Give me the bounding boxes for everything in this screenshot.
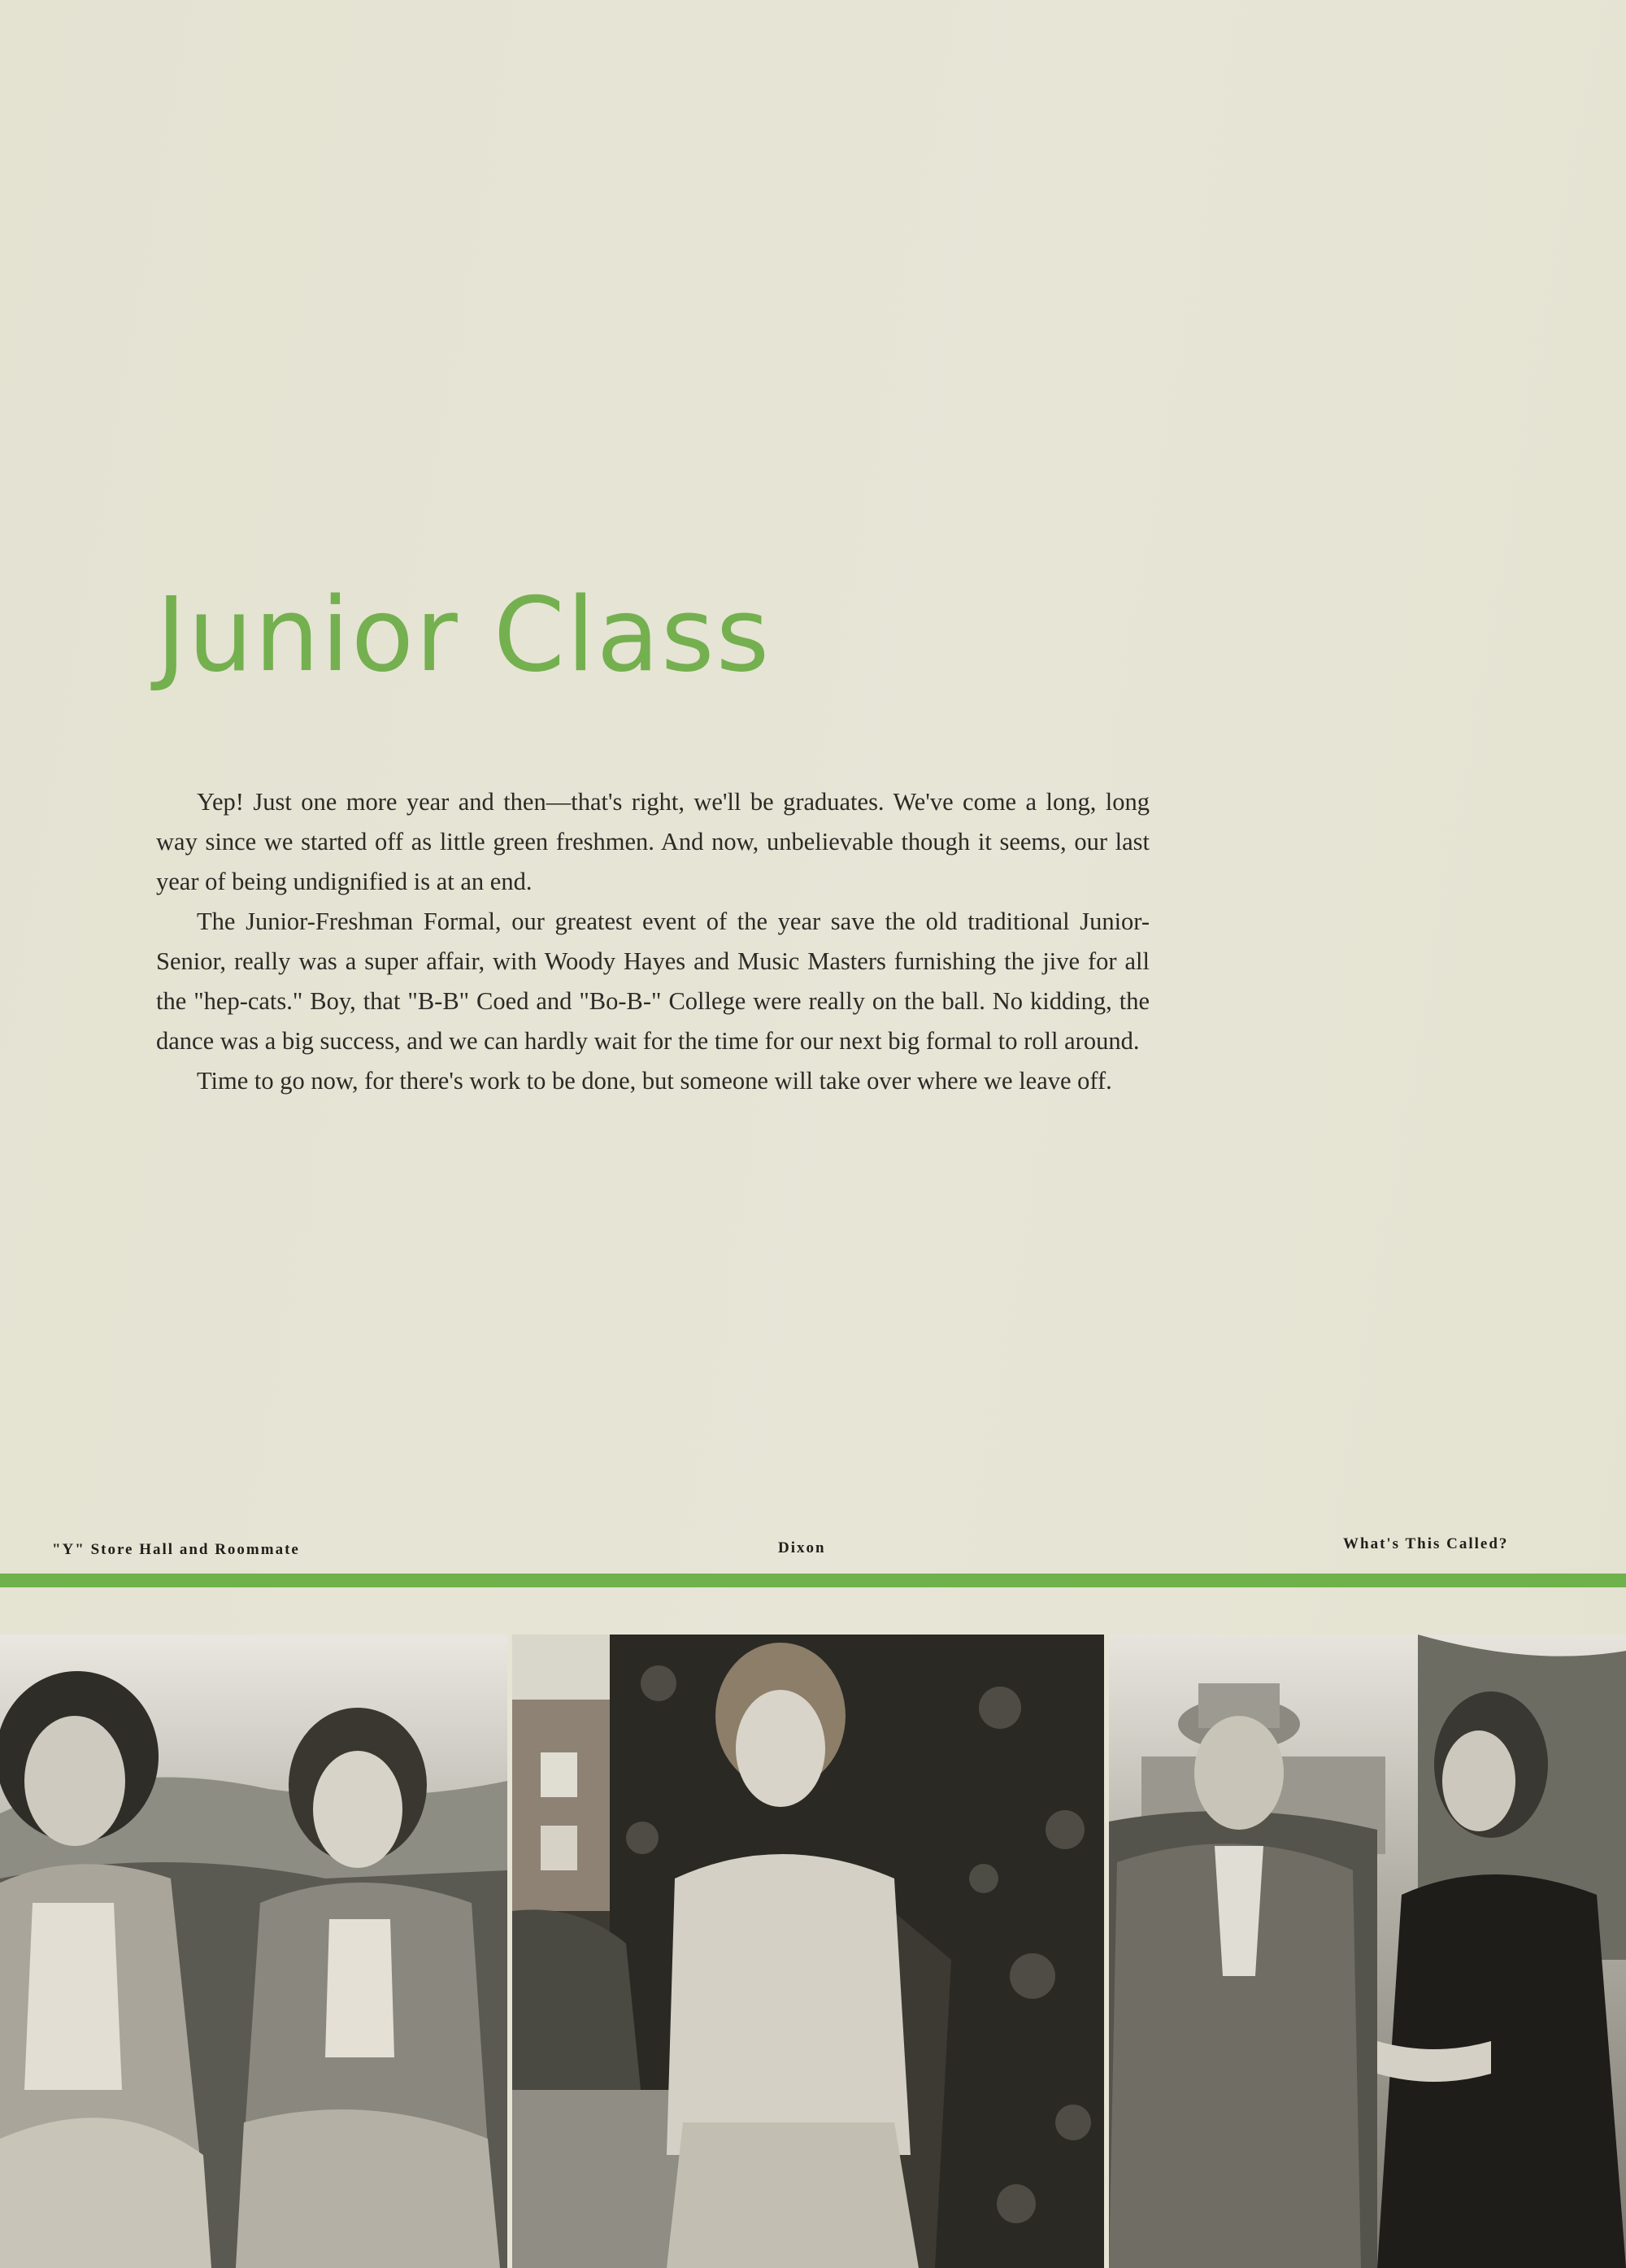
caption-dixon: Dixon bbox=[778, 1539, 826, 1556]
paragraph-closing: Time to go now, for there's work to be done, but someone will take over where we leave off. bbox=[197, 1067, 1112, 1095]
caption-store-hall: "Y" Store Hall and Roommate bbox=[52, 1541, 300, 1558]
green-divider bbox=[0, 1574, 1626, 1587]
photo-two-women-seated bbox=[0, 1635, 507, 2268]
paragraph-formal: The Junior-Freshman Formal, our greatest event of the year save the old traditional Junior-Senior, really was a super affair, with Woody Hayes and Music Masters furnishing the jive for all the "hep-cats." Boy, that "B-B" Coed and "Bo-B-" College were really on the ball. No kidding, the dance was a big success, and we can hardly wait for the time for our next big formal to roll around. bbox=[156, 908, 1150, 1055]
paragraph-intro: Yep! Just one more year and then—that's right, we'll be graduates. We've come a long, long way since we started off as little green freshmen. And now, unbelievable though it seems, our last year of being undignified is at an end. bbox=[156, 788, 1150, 895]
photo-whats-this-called bbox=[1109, 1635, 1626, 2268]
photo-dixon bbox=[512, 1635, 1104, 2268]
body-text bbox=[156, 782, 1150, 1101]
caption-whats-this: What's This Called? bbox=[1343, 1535, 1509, 1552]
page-title: Junior Class bbox=[156, 575, 772, 694]
